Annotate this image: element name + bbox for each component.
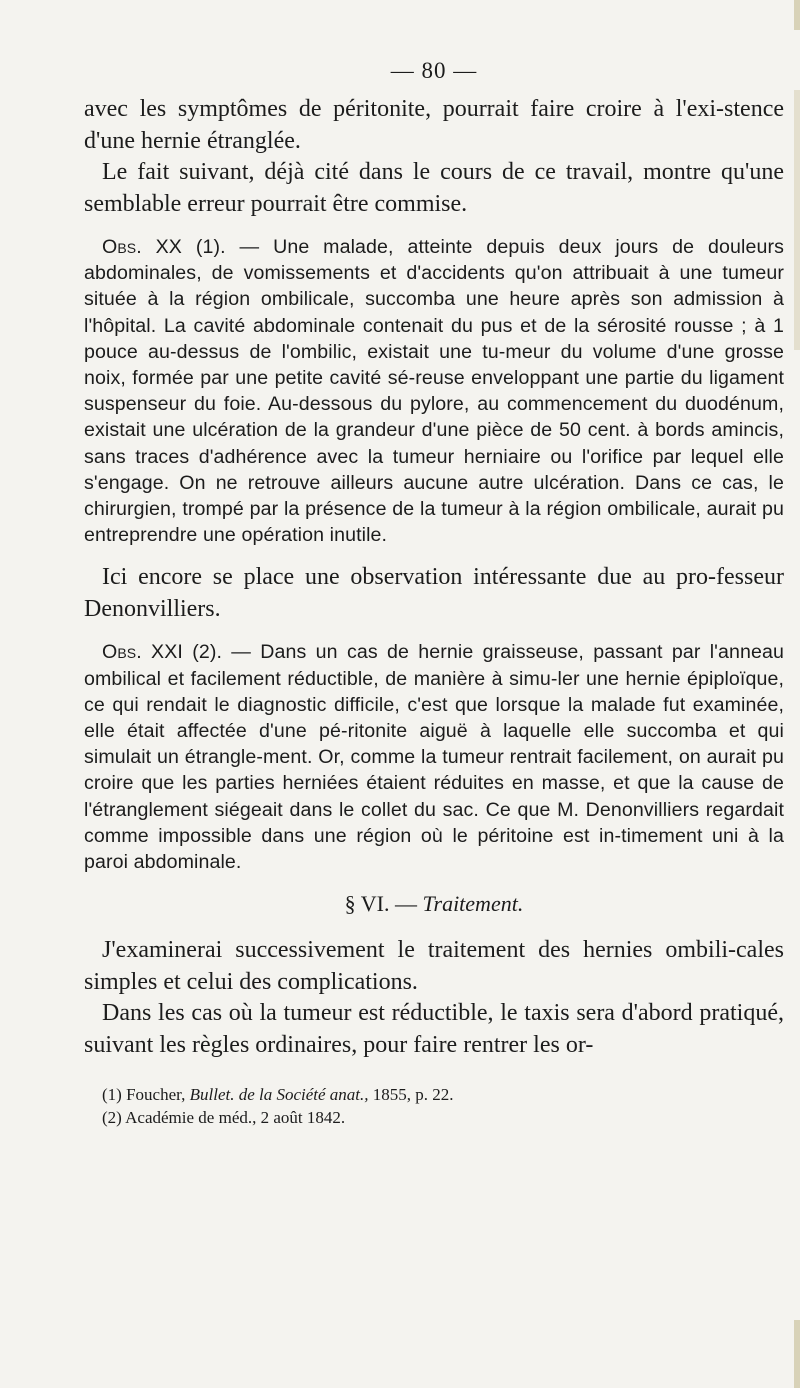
page-edge-top (794, 0, 800, 30)
observation-20 (84, 234, 784, 548)
observation-20-label: Obs. XX (102, 236, 182, 258)
treatment-paragraph-1: J'examinerai successivement le traitement des hernies ombili-cales simples et celui des complications. (84, 937, 784, 995)
intro-paragraph-1: avec les symptômes de péritonite, pourrait faire croire à l'exi-stence d'une hernie étranglée. (84, 96, 784, 154)
intro-paragraph-2: Le fait suivant, déjà cité dans le cours de ce travail, montre qu'une semblable erreur pourrait être commise. (84, 159, 784, 217)
observation-21-text: — Dans un cas de hernie graisseuse, passant par l'anneau ombilical et facilement réductible, de manière à simu-ler une hernie épiploïque, ce qui rendait le diagnostic difficile, c'est que lorsque la malade fut examinée, elle était affectée d'une pé-ritonite aiguë à laquelle elle succomba et qui simulait un étrangle-ment. Or, comme la tumeur rentrait facilement, on aurait pu croire que les parties herniées étaient réduites en masse, et que la cause de l'étranglement siégeait dans le collet du sac. Ce que M. Denonvilliers regardait comme impossible dans une région où le péritoine est in-timement uni à la paroi abdominale. (84, 641, 784, 874)
observation-21 (84, 639, 784, 875)
footnote-1 (84, 1083, 784, 1106)
observation-21-footnote-ref: (2). (192, 641, 222, 664)
footnotes (84, 1083, 784, 1129)
book-page (84, 58, 784, 1129)
section-heading (84, 891, 784, 917)
footnote-2 (84, 1106, 784, 1129)
section-title: Traitement. (422, 891, 524, 917)
page-number: — 80 — (390, 58, 478, 83)
section-number: § VI. — (344, 891, 417, 917)
observation-20-text: — Une malade, atteinte depuis deux jours de douleurs abdominales, de vomissements et d'accidents qu'on attribuait à une tumeur située à la région ombilicale, succomba une heure après son admission à l'hôpital. La cavité abdominale contenait du pus et de la sérosité rousse ; à 1 pouce au-dessus de l'ombilic, existait une tu-meur du volume d'une grosse noix, formée par une petite cavité sé-reuse enveloppant une partie du ligament suspenseur du foie. Au-dessous du pylore, au commencement du duodénum, existait une ulcération de la grandeur d'une pièce de 50 cent. à bords amincis, sans traces d'adhérence avec la tumeur herniaire ou l'orifice par lequel elle s'engage. On ne retrouve ailleurs aucune autre ulcération. Dans ce cas, le chirurgien, trompé par la présence de la tumeur à la région ombilicale, aurait pu entreprendre une opération inutile. (84, 236, 785, 547)
page-edge-bottom (794, 1320, 800, 1388)
page-edge-mark (794, 90, 800, 350)
footnote-2-text: Académie de méd., 2 août 1842. (125, 1108, 346, 1128)
footnote-1-author: Foucher, (126, 1085, 186, 1105)
treatment-paragraph-2: Dans les cas où la tumeur est réductible, le taxis sera d'abord pratiqué, suivant les règles ordinaires, pour faire rentrer les or- (84, 1000, 784, 1058)
transition-paragraph: Ici encore se place une observation intéressante due au pro-fesseur Denonvilliers. (84, 564, 784, 622)
footnote-1-source: Bullet. de la Société anat., (189, 1085, 369, 1105)
footnote-2-number: (2) (102, 1108, 122, 1128)
footnote-1-rest: 1855, p. 22. (372, 1085, 454, 1105)
observation-20-footnote-ref: (1). (195, 236, 226, 258)
footnote-1-number: (1) (102, 1085, 122, 1105)
observation-21-label: Obs. XXI (102, 641, 183, 664)
